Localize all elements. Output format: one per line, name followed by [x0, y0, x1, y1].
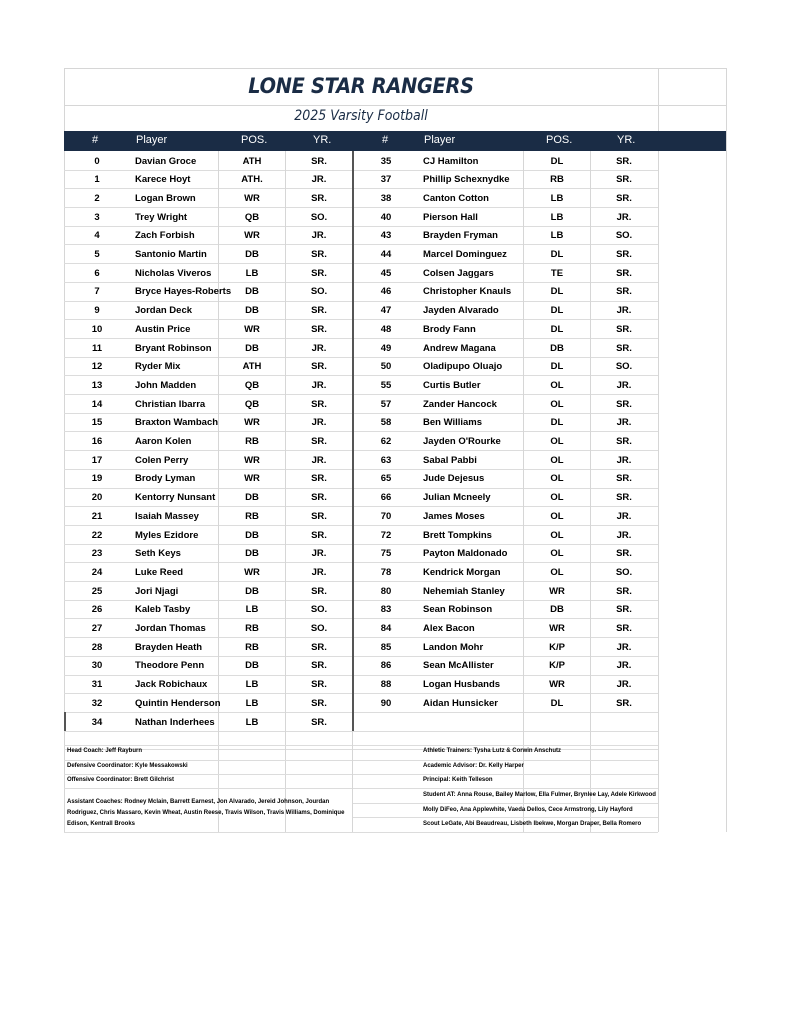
header-pos-left: POS.: [241, 134, 268, 146]
player-name: Colen Perry: [135, 454, 189, 466]
player-year: SR.: [616, 492, 632, 504]
staff-offensive-coordinator: Offensive Coordinator: Brett Gilchrist: [67, 777, 175, 783]
player-name: Davian Groce: [135, 155, 197, 167]
header-num-right: #: [382, 134, 389, 146]
player-number: 84: [380, 623, 392, 634]
player-name: Kentorry Nunsant: [135, 492, 216, 504]
player-number: 88: [380, 679, 392, 691]
player-position: DB: [550, 604, 564, 616]
player-name: Seth Keys: [135, 548, 181, 560]
player-position: TE: [550, 267, 564, 279]
player-position: OL: [550, 398, 564, 410]
player-name: Jordan Thomas: [135, 623, 206, 634]
player-name: Ryder Mix: [135, 361, 181, 373]
player-year: SR.: [311, 641, 327, 653]
player-year: SR.: [311, 436, 327, 447]
player-position: DL: [550, 305, 564, 317]
player-name: Bryce Hayes-Roberts: [135, 286, 232, 298]
player-number: 26: [91, 604, 103, 616]
player-year: SR.: [311, 492, 327, 504]
player-year: SR.: [311, 192, 327, 204]
player-number: 34: [91, 716, 103, 728]
header-num-left: #: [92, 134, 99, 146]
staff-academic-advisor: Academic Advisor: Dr. Kelly Harper: [423, 763, 524, 769]
player-number: 17: [91, 454, 103, 466]
player-name: Brody Fann: [423, 323, 476, 335]
player-position: DL: [550, 249, 564, 260]
player-name: Oladipupo Oluajo: [423, 361, 503, 373]
player-number: 16: [91, 436, 103, 447]
player-name: Curtis Butler: [423, 379, 481, 391]
player-position: LB: [245, 604, 259, 616]
player-position: QB: [244, 211, 260, 223]
player-year: SR.: [311, 398, 327, 410]
player-name: Jude Dejesus: [423, 473, 485, 485]
player-year: SR.: [616, 436, 632, 447]
player-number: 75: [380, 548, 392, 560]
player-number: 1: [94, 174, 100, 186]
player-name: Theodore Penn: [135, 660, 205, 672]
player-year: SO.: [310, 623, 328, 634]
player-position: WR: [244, 192, 260, 204]
player-position: RB: [245, 641, 259, 653]
player-year: SR.: [311, 679, 327, 691]
player-year: SR.: [616, 342, 632, 354]
player-year: SR.: [311, 267, 327, 279]
player-year: SO.: [310, 604, 328, 616]
player-year: SR.: [616, 267, 632, 279]
player-position: ATH.: [241, 174, 263, 186]
player-year: SR.: [311, 473, 327, 485]
player-year: JR.: [616, 379, 632, 391]
player-year: SO.: [615, 361, 633, 373]
player-name: Aaron Kolen: [135, 436, 192, 447]
player-position: K/P: [549, 641, 565, 653]
player-number: 0: [94, 155, 100, 167]
player-year: JR.: [311, 566, 327, 578]
staff-assistant-coaches: Assistant Coaches: Rodney Mclain, Barrett Earnest, Jon Alvarado, Jereid Johnson, Jourdan Rodriguez, Chris Massaro, Kevin Wheat, Austin Reese, Travis Wilson, Travis Williams, Dominique Edison, Kentrall Brooks: [67, 799, 345, 827]
player-position: WR: [549, 623, 565, 634]
player-position: LB: [245, 267, 259, 279]
player-year: SR.: [616, 155, 632, 167]
player-name: Phillip Schexnydke: [423, 174, 510, 186]
player-position: DB: [245, 660, 259, 672]
player-number: 65: [380, 473, 392, 485]
player-position: DL: [550, 361, 564, 373]
player-year: SR.: [616, 174, 632, 186]
player-number: 78: [380, 566, 392, 578]
player-number: 62: [380, 436, 392, 447]
player-position: OL: [550, 529, 564, 541]
player-name: Sabal Pabbi: [423, 454, 477, 466]
player-name: Luke Reed: [135, 566, 184, 578]
page-title: LONE STAR RANGERS: [248, 74, 474, 98]
player-position: LB: [245, 697, 259, 709]
header-yr-right: YR.: [617, 134, 636, 146]
player-year: SR.: [616, 623, 632, 634]
player-position: QB: [244, 379, 260, 391]
player-name: Logan Brown: [135, 192, 196, 204]
player-year: SR.: [311, 716, 327, 728]
player-name: Jack Robichaux: [135, 679, 208, 691]
player-year: JR.: [311, 174, 327, 186]
player-name: Isaiah Massey: [135, 510, 199, 522]
player-position: DB: [245, 305, 259, 317]
player-position: DL: [550, 286, 564, 298]
staff-defensive-coordinator: Defensive Coordinator: Kyle Messakowski: [67, 763, 188, 769]
player-year: JR.: [311, 342, 327, 354]
player-name: Julian Mcneely: [423, 492, 491, 504]
player-number: 35: [380, 155, 392, 167]
roster-left-edge: [64, 712, 66, 731]
player-number: 49: [380, 342, 392, 354]
player-year: SR.: [616, 585, 632, 597]
player-name: Myles Ezidore: [135, 529, 199, 541]
player-year: SR.: [311, 305, 327, 317]
player-number: 23: [91, 548, 103, 560]
player-number: 40: [380, 211, 392, 223]
player-year: SO.: [615, 230, 633, 242]
player-name: Braxton Wambach: [135, 417, 219, 429]
player-number: 57: [380, 398, 392, 410]
player-name: Kendrick Morgan: [423, 566, 501, 578]
player-number: 20: [91, 492, 103, 504]
player-number: 72: [380, 529, 392, 541]
player-year: JR.: [311, 454, 327, 466]
player-position: DL: [550, 697, 564, 709]
staff-student-at-3: Scout LeGate, Abi Beaudreau, Lisbeth Ibekwe, Morgan Draper, Bella Romero: [423, 821, 642, 827]
player-name: Nehemiah Stanley: [423, 585, 505, 597]
player-position: DB: [245, 548, 259, 560]
player-name: Zander Hancock: [423, 398, 497, 410]
player-year: SR.: [311, 529, 327, 541]
player-name: Jayden O'Rourke: [423, 436, 501, 447]
player-year: JR.: [616, 660, 632, 672]
player-number: 90: [380, 697, 392, 709]
player-year: JR.: [311, 417, 327, 429]
staff-line: [64, 745, 658, 746]
player-position: RB: [245, 623, 259, 634]
player-name: Karece Hoyt: [135, 174, 191, 186]
player-position: RB: [550, 174, 564, 186]
player-name: Austin Price: [135, 323, 191, 335]
player-position: LB: [245, 716, 259, 728]
grid-right-border: [726, 68, 727, 832]
player-position: LB: [550, 230, 564, 242]
player-number: 5: [94, 249, 100, 260]
player-number: 22: [91, 529, 103, 541]
player-year: SO.: [310, 211, 328, 223]
player-position: DB: [245, 249, 259, 260]
player-year: SR.: [616, 249, 632, 260]
player-name: Alex Bacon: [423, 623, 475, 634]
staff-line: [64, 760, 658, 761]
player-number: 30: [91, 660, 103, 672]
player-year: JR.: [616, 417, 632, 429]
player-position: RB: [245, 436, 259, 447]
player-position: QB: [244, 398, 260, 410]
player-name: Santonio Martin: [135, 249, 207, 260]
player-number: 50: [380, 361, 392, 373]
player-number: 28: [91, 641, 103, 653]
staff-line: [352, 803, 658, 804]
player-position: WR: [244, 417, 260, 429]
player-number: 46: [380, 286, 392, 298]
player-position: WR: [244, 473, 260, 485]
player-name: Zach Forbish: [135, 230, 195, 242]
player-name: Sean McAllister: [423, 660, 494, 672]
staff-line: [64, 788, 658, 789]
player-number: 25: [91, 585, 103, 597]
player-year: JR.: [616, 510, 632, 522]
player-number: 4: [94, 230, 100, 242]
player-position: DL: [550, 323, 564, 335]
roster-center-divider: [352, 151, 354, 731]
player-position: OL: [550, 436, 564, 447]
player-year: JR.: [616, 529, 632, 541]
player-name: Landon Mohr: [423, 641, 484, 653]
player-year: SR.: [616, 548, 632, 560]
staff-student-at-1: Student AT: Anna Rouse, Bailey Marlow, Ella Fulmer, Brynlee Lay, Adele Kirkwood: [423, 792, 656, 798]
player-number: 48: [380, 323, 392, 335]
player-year: JR.: [311, 548, 327, 560]
player-name: Brayden Heath: [135, 641, 203, 653]
player-name: Brody Lyman: [135, 473, 196, 485]
player-number: 85: [380, 641, 392, 653]
staff-line: [64, 832, 658, 833]
player-position: DB: [245, 286, 259, 298]
player-position: WR: [244, 230, 260, 242]
player-year: JR.: [311, 230, 327, 242]
header-yr-left: YR.: [313, 134, 332, 146]
player-year: SR.: [616, 473, 632, 485]
player-number: 24: [91, 566, 103, 578]
player-number: 80: [380, 585, 392, 597]
player-number: 58: [380, 417, 392, 429]
player-year: SR.: [311, 510, 327, 522]
player-name: Brayden Fryman: [423, 230, 498, 242]
player-name: Ben Williams: [423, 417, 483, 429]
player-number: 15: [91, 417, 103, 429]
player-name: Aidan Hunsicker: [423, 697, 498, 709]
player-position: DL: [550, 155, 564, 167]
player-number: 47: [380, 305, 392, 317]
player-year: JR.: [616, 211, 632, 223]
player-name: Andrew Magana: [423, 342, 496, 354]
player-year: SR.: [616, 192, 632, 204]
player-number: 44: [380, 249, 392, 260]
player-number: 13: [91, 379, 103, 391]
player-name: Marcel Dominguez: [423, 249, 507, 260]
player-name: Pierson Hall: [423, 211, 478, 223]
player-name: John Madden: [135, 379, 197, 391]
table-row: [64, 731, 658, 751]
player-number: 27: [91, 623, 103, 634]
player-position: OL: [550, 510, 564, 522]
player-year: SR.: [311, 155, 327, 167]
player-position: DB: [245, 585, 259, 597]
staff-principal: Principal: Keith Telleson: [423, 777, 493, 783]
player-position: WR: [244, 323, 260, 335]
staff-line: [352, 817, 658, 818]
player-name: Jayden Alvarado: [423, 305, 499, 317]
header-player-left: Player: [136, 134, 168, 146]
player-year: SR.: [616, 398, 632, 410]
player-year: SR.: [311, 660, 327, 672]
header-player-right: Player: [424, 134, 456, 146]
player-position: RB: [245, 510, 259, 522]
player-position: ATH: [242, 361, 262, 373]
player-position: DB: [245, 342, 259, 354]
player-position: OL: [550, 473, 564, 485]
player-position: OL: [550, 492, 564, 504]
player-year: SO.: [615, 566, 633, 578]
player-position: WR: [244, 566, 260, 578]
player-position: K/P: [549, 660, 565, 672]
player-position: LB: [550, 211, 564, 223]
player-number: 11: [91, 342, 103, 354]
player-position: WR: [549, 585, 565, 597]
player-year: SR.: [311, 585, 327, 597]
player-number: 12: [91, 361, 103, 373]
header-pos-right: POS.: [546, 134, 573, 146]
player-name: Bryant Robinson: [135, 342, 212, 354]
player-position: DL: [550, 417, 564, 429]
player-name: Colsen Jaggars: [423, 267, 494, 279]
player-year: JR.: [616, 454, 632, 466]
player-position: OL: [550, 548, 564, 560]
player-number: 10: [91, 323, 103, 335]
player-number: 14: [91, 398, 103, 410]
player-number: 63: [380, 454, 392, 466]
staff-line: [64, 774, 658, 775]
player-number: 83: [380, 604, 392, 616]
player-number: 66: [380, 492, 392, 504]
player-year: SR.: [311, 697, 327, 709]
player-year: SR.: [311, 361, 327, 373]
player-position: OL: [550, 566, 564, 578]
player-name: Christopher Knauls: [423, 286, 512, 298]
player-number: 86: [380, 660, 392, 672]
player-number: 43: [380, 230, 392, 242]
player-name: Kaleb Tasby: [135, 604, 191, 616]
player-number: 7: [94, 286, 100, 298]
player-number: 45: [380, 267, 392, 279]
player-year: JR.: [311, 379, 327, 391]
player-number: 21: [91, 510, 103, 522]
player-name: Brett Tompkins: [423, 529, 492, 541]
player-year: JR.: [616, 641, 632, 653]
page-subtitle: 2025 Varsity Football: [294, 108, 428, 124]
player-year: SR.: [311, 249, 327, 260]
player-name: Nicholas Viveros: [135, 267, 212, 279]
player-number: 38: [380, 192, 392, 204]
player-position: ATH: [242, 155, 262, 167]
player-number: 37: [380, 174, 392, 186]
player-name: CJ Hamilton: [423, 155, 479, 167]
player-name: Payton Maldonado: [423, 548, 508, 560]
player-name: Sean Robinson: [423, 604, 493, 616]
player-number: 70: [380, 510, 392, 522]
player-position: WR: [244, 454, 260, 466]
player-year: SR.: [616, 286, 632, 298]
player-name: Canton Cotton: [423, 192, 489, 204]
player-number: 9: [94, 305, 100, 317]
player-number: 6: [94, 267, 100, 279]
player-year: JR.: [616, 305, 632, 317]
player-number: 31: [91, 679, 103, 691]
player-name: Jori Njagi: [135, 585, 179, 597]
player-name: Quintin Henderson: [135, 697, 221, 709]
staff-head-coach: Head Coach: Jeff Rayburn: [67, 748, 143, 754]
player-position: WR: [549, 679, 565, 691]
player-year: SO.: [310, 286, 328, 298]
player-number: 55: [380, 379, 392, 391]
player-name: Trey Wright: [135, 211, 188, 223]
player-year: SR.: [616, 323, 632, 335]
player-position: OL: [550, 379, 564, 391]
player-position: OL: [550, 454, 564, 466]
player-name: James Moses: [423, 510, 485, 522]
staff-student-at-2: Molly DiFeo, Ana Applewhite, Vaeda Dellos, Cece Armstrong, Lily Hayford: [423, 807, 633, 813]
player-position: DB: [245, 529, 259, 541]
player-position: DB: [550, 342, 564, 354]
player-position: LB: [245, 679, 259, 691]
player-position: LB: [550, 192, 564, 204]
player-name: Logan Husbands: [423, 679, 501, 691]
player-name: Nathan Inderhees: [135, 716, 215, 728]
player-number: 3: [94, 211, 100, 223]
grid-col-divider: [658, 68, 659, 832]
player-year: SR.: [616, 697, 632, 709]
player-name: Jordan Deck: [135, 305, 193, 317]
player-name: Christian Ibarra: [135, 398, 206, 410]
player-number: 19: [91, 473, 103, 485]
player-year: SR.: [616, 604, 632, 616]
player-number: 2: [94, 192, 100, 204]
player-year: JR.: [616, 679, 632, 691]
staff-athletic-trainers: Athletic Trainers: Tysha Lutz & Corwin Anschutz: [423, 748, 562, 754]
player-position: DB: [245, 492, 259, 504]
player-number: 32: [91, 697, 103, 709]
player-year: SR.: [311, 323, 327, 335]
